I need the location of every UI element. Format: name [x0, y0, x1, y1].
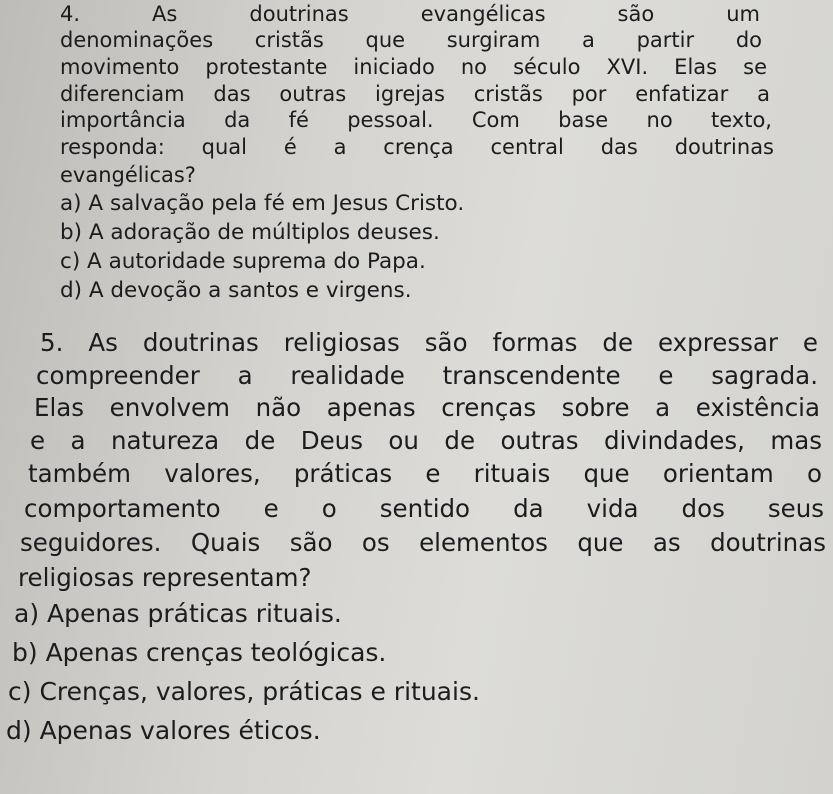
question-5-option-b: b) Apenas crenças teológicas.: [12, 638, 387, 667]
question-5-option-d: d) Apenas valores éticos.: [6, 716, 321, 745]
question-4-option-d: d) A devoção a santos e virgens.: [60, 278, 412, 303]
question-4-option-a: a) A salvação pela fé em Jesus Cristo.: [60, 191, 465, 216]
question-4-line: denominações cristãs que surgiram a partir do: [60, 28, 762, 52]
question-5-line: comportamento e o sentido da vida dos seus: [24, 494, 824, 523]
question-5-line: e a natureza de Deus ou de outras divindades, mas: [30, 426, 822, 455]
question-5-line: seguidores. Quais são os elementos que as doutrinas: [20, 528, 826, 557]
question-5-line: 5. As doutrinas religiosas são formas de expressar e: [40, 328, 818, 357]
question-4-option-b: b) A adoração de múltiplos deuses.: [60, 220, 440, 245]
question-4-line: diferenciam das outras igrejas cristãs por enfatizar a: [60, 82, 770, 106]
question-5-line: compreender a realidade transcendente e sagrada.: [36, 361, 818, 390]
question-4-line: evangélicas?: [60, 163, 196, 187]
question-5-option-a: a) Apenas práticas rituais.: [14, 599, 342, 628]
question-5-line: religiosas representam?: [18, 563, 312, 592]
question-4-line: responda: qual é a crença central das doutrinas: [60, 135, 774, 159]
question-5-line: também valores, práticas e rituais que orientam o: [28, 459, 822, 488]
question-4-line: 4. As doutrinas evangélicas são um: [60, 2, 760, 26]
question-4-line: importância da fé pessoal. Com base no texto,: [60, 108, 772, 132]
question-5-option-c: c) Crenças, valores, práticas e rituais.: [8, 677, 480, 706]
question-5-line: Elas envolvem não apenas crenças sobre a existência: [34, 393, 820, 422]
question-4-option-c: c) A autoridade suprema do Papa.: [60, 249, 426, 274]
question-4-line: movimento protestante iniciado no século XVI. Elas se: [60, 55, 767, 79]
